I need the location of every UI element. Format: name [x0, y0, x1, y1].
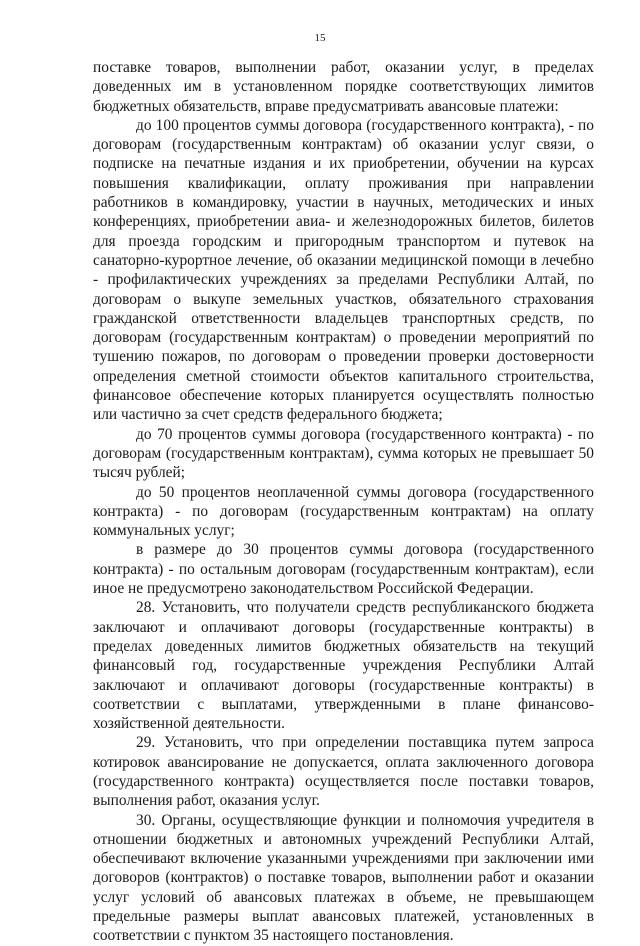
paragraph-intro-continuation: поставке товаров, выполнении работ, оказании услуг, в пределах доведенных им в установленном порядке соответствующих лимитов бюджетных обязательств, вправе предусматривать авансовые платежи:	[93, 59, 594, 115]
paragraph-advance-70-percent: до 70 процентов суммы договора (государственного контракта) - по договорам (государственным контрактам), сумма которых не превышает 50 тысяч рублей;	[93, 425, 594, 482]
paragraph-advance-100-percent: до 100 процентов суммы договора (государственного контракта), - по договорам (государственным контрактам) об оказании услуг связи, о подписке на печатные издания и их приобретении, обучении на курсах повышения квалификации, оплату проживания при направлении работников в командировку, участии в научных, методических и иных конференциях, приобретении авиа- и железнодорожных билетов, билетов для проезда городским и пригородным транспортом и путевок на санаторно-курортное лечение, об оказании медицинской помощи в лечебно - профилактических учреждениях за пределами Республики Алтай, по договорам о выкупе земельных участков, обязательного страхования гражданской ответственности владельцев транспортных средств, по договорам (государственным контрактам) о проведении мероприятий по тушению пожаров, по договорам о проведении проверки достоверности определения сметной стоимости объектов капитального строительства, финансовое обеспечение которых планируется осуществлять полностью или частично за счет средств федерального бюджета;	[93, 116, 594, 424]
paragraph-advance-50-percent: до 50 процентов неоплаченной суммы договора (государственного контракта) - по договорам (государственным контрактам) на оплату коммунальных услуг;	[93, 483, 594, 540]
paragraph-item-29: 29. Установить, что при определении поставщика путем запроса котировок авансирование не допускается, оплата заключенного договора (государственного контракта) осуществляется после поставки товаров, выполнения работ, оказания услуг.	[93, 734, 594, 810]
page-number: 15	[314, 32, 326, 44]
paragraph-item-30: 30. Органы, осуществляющие функции и полномочия учредителя в отношении бюджетных и автономных учреждений Республики Алтай, обеспечивают включение указанными учреждениями при заключении ими договоров (контрактов) о поставке товаров, выполнении работ и оказании услуг условий об авансовых платежах в объеме, не превышающем предельные размеры выплат авансовых платежей, установленных в соответствии с пунктом 35 настоящего постановления.	[93, 811, 594, 945]
document-body	[93, 58, 594, 946]
paragraph-advance-30-percent: в размере до 30 процентов суммы договора (государственного контракта) - по остальным договорам (государственным контрактам), если иное не предусмотрено законодательством Российской Федерации.	[93, 541, 594, 598]
paragraph-item-28: 28. Установить, что получатели средств республиканского бюджета заключают и оплачивают договоры (государственные контракты) в пределах доведенных лимитов бюджетных обязательств на текущий финансовый год, государственные учреждения Республики Алтай заключают и оплачивают договоры (государственные контракты) в соответствии с выплатами, утвержденными в плане финансово-хозяйственной деятельности.	[93, 599, 594, 733]
